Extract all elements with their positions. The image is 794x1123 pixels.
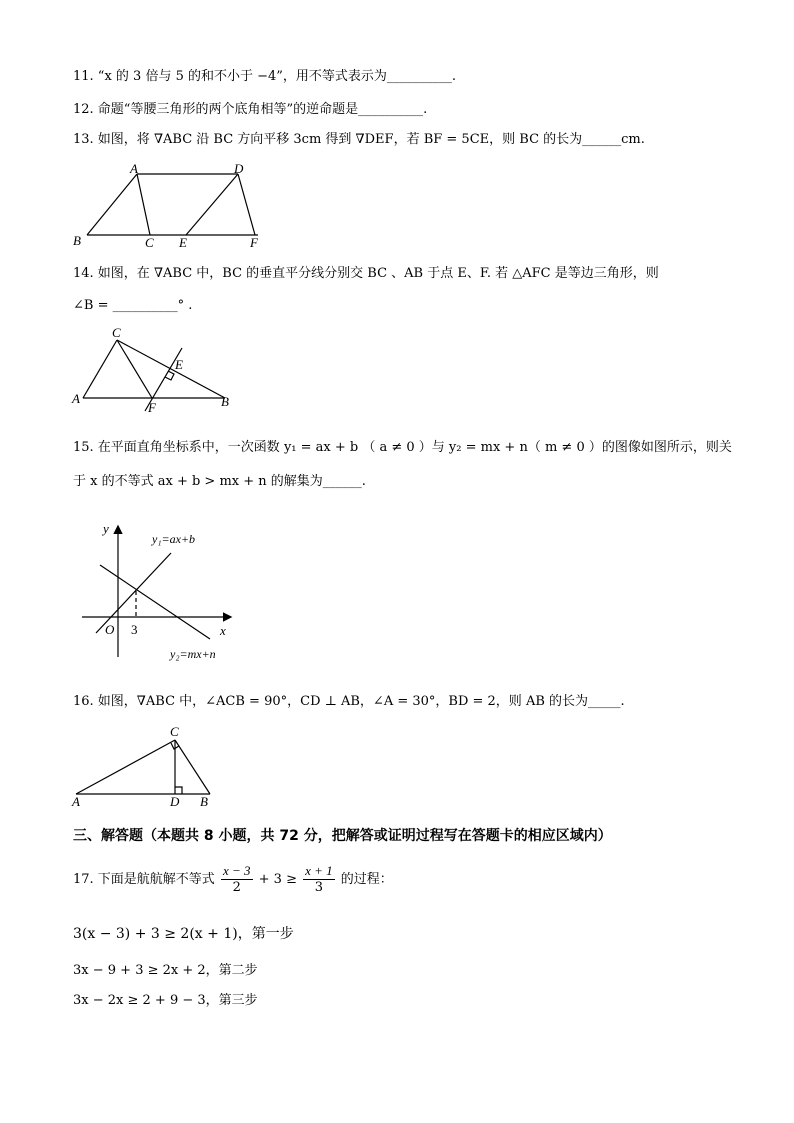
label-D: D — [170, 794, 180, 809]
label-C: C — [170, 724, 179, 739]
question-11: 11. “x 的 3 倍与 5 的和不小于 −4”，用不等式表示为__________. — [73, 69, 457, 84]
question-12: 12. 命题“等腰三角形的两个底角相等”的逆命题是__________. — [73, 102, 428, 117]
line-y1-label: y₁=ax+b — [152, 532, 196, 546]
label-C: C — [112, 325, 121, 340]
line-y2-label: y₂=mx+n — [170, 647, 216, 661]
figure-15-function-graph — [70, 515, 250, 665]
label-A: A — [130, 161, 138, 176]
label-B: B — [200, 794, 208, 809]
fraction-2-denominator: 3 — [314, 880, 324, 895]
figure-16-right-triangle — [70, 722, 220, 810]
solution-step-1: 3(x − 3) + 3 ≥ 2(x + 1)，第一步 — [73, 926, 294, 942]
question-13: 13. 如图，将 ∇ABC 沿 BC 方向平移 3cm 得到 ∇DEF，若 BF = 5CE，则 BC 的长为______cm. — [73, 132, 645, 147]
label-D: D — [234, 161, 244, 176]
question-17-middle: + 3 ≥ — [258, 872, 297, 887]
axis-x-label: x — [220, 623, 226, 638]
question-17 — [73, 862, 393, 898]
label-A: A — [72, 794, 80, 809]
origin-label: O — [105, 622, 115, 637]
figure-13-translation — [70, 160, 270, 252]
fraction-2-numerator: x + 1 — [305, 863, 333, 878]
question-17-prefix: 17. 下面是航航解不等式 — [73, 872, 215, 887]
solution-step-2: 3x − 9 + 3 ≥ 2x + 2，第二步 — [73, 963, 258, 978]
tick-3-label: 3 — [131, 622, 138, 637]
fraction-1-numerator: x − 3 — [222, 863, 251, 878]
fraction-1 — [221, 863, 253, 896]
axis-y-label: y — [103, 521, 109, 536]
fraction-2 — [303, 863, 335, 896]
fraction-1-denominator: 2 — [232, 880, 241, 895]
figure-14-perpendicular-bisector — [70, 323, 240, 418]
solution-step-3: 3x − 2x ≥ 2 + 9 − 3，第三步 — [73, 993, 258, 1008]
question-14-line2: ∠B = __________° . — [73, 298, 193, 313]
section-heading: 三、解答题（本题共 8 小题，共 72 分，把解答或证明过程写在答题卡的相应区域内） — [73, 828, 612, 844]
label-E: E — [179, 235, 187, 250]
question-15-line1: 15. 在平面直角坐标系中，一次函数 y₁ = ax + b （ a ≠ 0 ）与 y₂ = mx + n（ m ≠ 0 ）的图像如图所示，则关 — [73, 440, 732, 455]
label-C: C — [145, 235, 154, 250]
label-F: F — [148, 400, 156, 415]
label-B: B — [73, 233, 81, 248]
question-14-line1: 14. 如图，在 ∇ABC 中，BC 的垂直平分线分别交 BC 、AB 于点 E、F. 若 △AFC 是等边三角形，则 — [73, 266, 659, 281]
label-A: A — [72, 391, 80, 406]
label-F: F — [250, 235, 258, 250]
label-B: B — [221, 394, 229, 409]
label-E: E — [175, 357, 183, 372]
question-17-suffix: 的过程： — [340, 872, 393, 887]
question-16: 16. 如图，∇ABC 中，∠ACB = 90°，CD ⊥ AB，∠A = 30°，BD = 2，则 AB 的长为_____. — [73, 694, 625, 709]
question-15-line2: 于 x 的不等式 ax + b > mx + n 的解集为______. — [73, 474, 366, 489]
